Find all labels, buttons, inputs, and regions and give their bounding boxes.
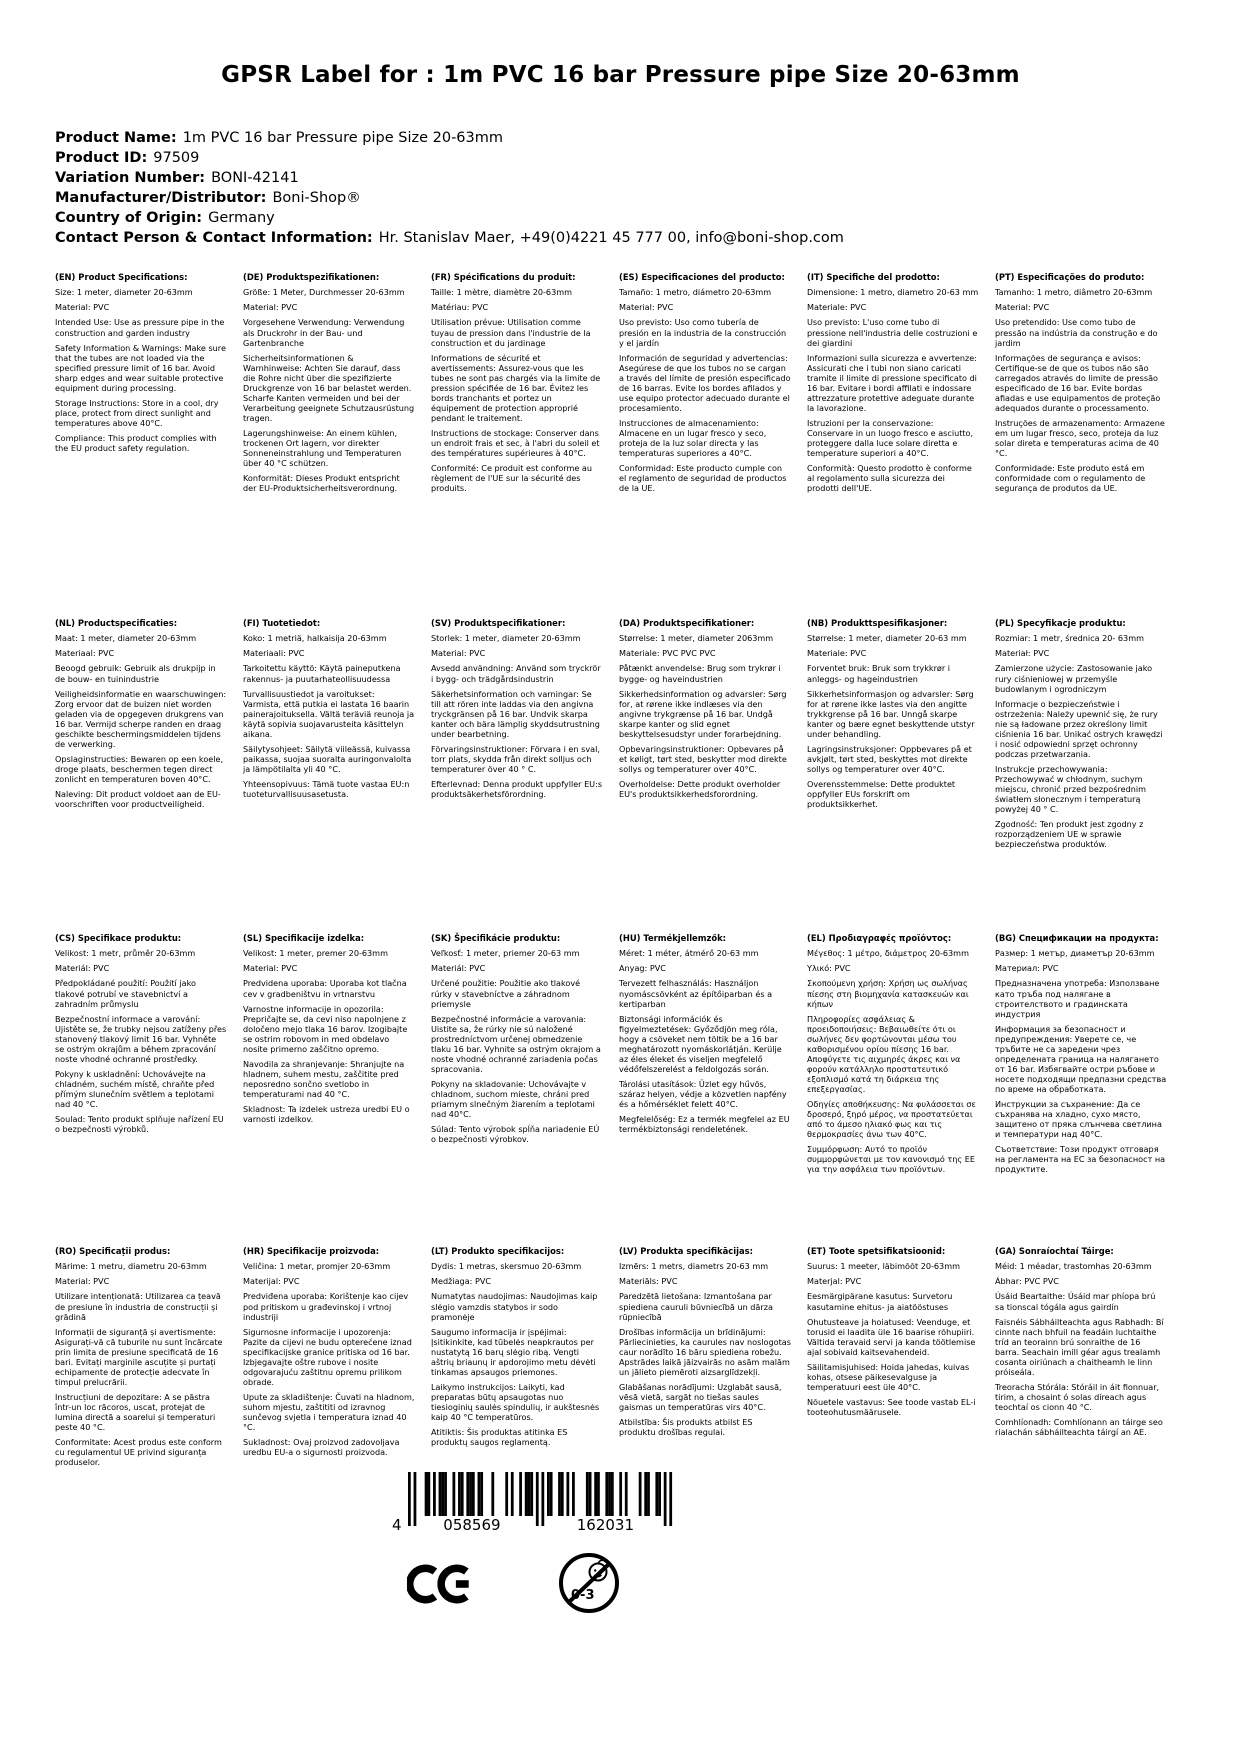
product-info-value: 97509 xyxy=(153,150,200,166)
spec-paragraph: Instrucțiuni de depozitare: A se păstra într-un loc răcoros, uscat, protejat de lumina directă a soarelui și temperaturi peste 40 °C. xyxy=(55,1391,216,1432)
spec-paragraph: Instrucciones de almacenamiento: Almacene en un lugar fresco y seco, proteja de la luz solar directa y las temperaturas superiores a 40°C. xyxy=(619,417,767,458)
spec-paragraph: Instructions de stockage: Conserver dans un endroit frais et sec, à l'abri du soleil et des températures supérieures à 40°C. xyxy=(431,427,600,458)
barcode-digit-first: 4 xyxy=(392,1516,402,1534)
spec-block-sk xyxy=(431,933,603,1246)
spec-paragraph: Lagerungshinweise: An einem kühlen, trockenen Ort lagern, vor direkter Sonneneinstrahlung und Temperaturen über 40 °C schützen. xyxy=(243,427,402,468)
spec-heading: (RO) Specificații produs: xyxy=(55,1246,171,1256)
spec-paragraph: Størrelse: 1 meter, diameter 2063mm xyxy=(619,633,774,644)
spec-heading: (PL) Specyfikacje produktu: xyxy=(995,618,1126,628)
spec-paragraph: Tamaño: 1 metro, diámetro 20-63mm xyxy=(619,287,772,298)
spec-block-sv xyxy=(431,618,603,933)
spec-paragraph: Paredzētā lietošana: Izmantošana par spiediena cauruli būvniecībā un dārza rūpniecībā xyxy=(619,1291,773,1322)
spec-paragraph: Súlad: Tento výrobok spĺňa nariadenie EÚ o bezpečnosti výrobkov. xyxy=(431,1123,600,1144)
spec-paragraph: Uso pretendido: Use como tubo de pressão na indústria da construção e do jardim xyxy=(995,317,1158,348)
spec-heading: (FI) Tuotetiedot: xyxy=(243,618,321,628)
spec-paragraph: Storage Instructions: Store in a cool, dry place, protect from direct sunlight and temperatures above 40°C. xyxy=(55,397,219,428)
spec-paragraph: Πληροφορίες ασφάλειας & προειδοποιήσεις: Βεβαιωθείτε ότι οι σωλήνες δεν φορτώνονται μέσω του καθορισμένου ορίου πίεσης 16 bar. Αποφύγετε τις αιχμηρές άκρες και να φορούν κατάλληλο προστατευτικό εξοπλισμό κατά τη διάρκεια της επεξεργασίας. xyxy=(807,1013,961,1094)
spec-block-fi xyxy=(243,618,415,933)
spec-paragraph: Materiál: PVC xyxy=(431,963,486,974)
spec-paragraph: Sikkerhetsinformasjon og advarsler: Sørg for at rørene ikke lastes via den angitte trykkgrense på 16 bar. Unngå skarpe kanter og bære egnet beskyttende utstyr under behandling. xyxy=(807,688,975,739)
spec-paragraph: Pokyny na skladovanie: Uchovávajte v chladnom, suchom mieste, chráni pred priamym slnečným žiarením a teplotami nad 40°C. xyxy=(431,1078,595,1119)
barcode-digits-left: 058569 xyxy=(443,1516,501,1534)
spec-paragraph: Материал: PVC xyxy=(995,963,1059,974)
spec-paragraph: Material: PVC xyxy=(431,648,486,659)
spec-paragraph: Taille: 1 mètre, diamètre 20-63mm xyxy=(431,287,572,298)
spec-block-cs xyxy=(55,933,227,1246)
spec-paragraph: Materjal: PVC xyxy=(807,1276,862,1287)
spec-paragraph: Suurus: 1 meeter, läbimõõt 20-63mm xyxy=(807,1261,960,1272)
spec-heading: (SL) Specifikacije izdelka: xyxy=(243,933,365,943)
spec-paragraph: Drošības informācija un brīdinājumi: Pārliecinieties, ka caurules nav noslogotas caur norādīto 16 bāru spiediena robežu. Apstrādes laikā jāizvairās no asām malām un jālieto piemēroti aizsarglīdzekļi. xyxy=(619,1326,791,1377)
spec-block-hr xyxy=(243,1246,415,1472)
spec-paragraph: Material: PVC xyxy=(995,302,1050,313)
spec-paragraph: Lagringsinstruksjoner: Oppbevares på et avkjølt, tørt sted, beskyttes mot direkte sollys og temperaturer over 40°C. xyxy=(807,743,972,774)
spec-paragraph: Upute za skladištenje: Čuvati na hladnom, suhom mjestu, zaštititi od izravnog sunčevog svjetla i temperatura iznad 40 °C. xyxy=(243,1391,415,1432)
spec-paragraph: Material: PVC xyxy=(55,1276,110,1287)
spec-paragraph: Maat: 1 meter, diameter 20-63mm xyxy=(55,633,197,644)
product-info-value: Boni-Shop® xyxy=(272,190,361,206)
product-info-field xyxy=(55,208,1155,228)
spec-paragraph: Varnostne informacije in opozorila: Prepričajte se, da cevi niso napolnjene z določeno mejo tlaka 16 barov. Izogibajte se ostrim robovom in med obdelavo nosite primerno zaščitno opremo. xyxy=(243,1003,408,1054)
spec-paragraph: Úsáid Beartaithe: Úsáid mar phíopa brú sa tionscal tógála agus gairdín xyxy=(995,1291,1156,1312)
spec-paragraph: Turvallisuustiedot ja varoitukset: Varmista, että putkia ei lastata 16 baarin painerajoituksella. Vältä teräviä reunoja ja käytä sopivia suojavarusteita käsittelyn aikana. xyxy=(243,688,415,739)
spec-paragraph: Инструкции за съхранение: Да се съхранява на хладно, сухо място, защитено от пряка слънчева светлина и температури над 40°C. xyxy=(995,1098,1162,1139)
spec-paragraph: Conformitate: Acest produs este conform cu regulamentul UE privind siguranța produselor. xyxy=(55,1436,222,1467)
spec-paragraph: Eesmärgipärane kasutus: Survetoru kasutamine ehitus- ja aiatööstuses xyxy=(807,1291,953,1312)
spec-paragraph: Avsedd användning: Använd som tryckrör i bygg- och trädgårdsindustrin xyxy=(431,663,601,684)
spec-paragraph: Ábhar: PVC PVC xyxy=(995,1276,1059,1287)
spec-paragraph: Saugumo informacija ir įspėjimai: Įsitikinkite, kad tūbelės neapkrautos per nustatytą 16 barų slėgio ribą. Vengti aštrių briaunų ir apdorojimo metu dėvėti tinkamas apsaugos priemones. xyxy=(431,1326,596,1377)
spec-heading: (BG) Спецификации на продукта: xyxy=(995,933,1159,943)
spec-block-en xyxy=(55,272,227,618)
barcode-bars xyxy=(388,1472,688,1547)
product-info-field xyxy=(55,228,1155,248)
spec-paragraph: Atitiktis: Šis produktas atitinka ES produktų saugos reglamentą. xyxy=(431,1426,568,1447)
spec-paragraph: Comhlíonadh: Comhlíonann an táirge seo rialachán sábháilteachta táirgí an AE. xyxy=(995,1416,1163,1437)
spec-paragraph: Conformité: Ce produit est conforme au règlement de l'UE sur la sécurité des produits. xyxy=(431,462,592,493)
spec-paragraph: Materiál: PVC xyxy=(55,963,110,974)
product-info-label: Contact Person & Contact Information: xyxy=(55,230,373,246)
spec-paragraph: Skladnost: Ta izdelek ustreza uredbi EU o varnosti izdelkov. xyxy=(243,1103,410,1124)
spec-heading: (NL) Productspecificaties: xyxy=(55,618,178,628)
spec-paragraph: Materiale: PVC PVC PVC xyxy=(619,648,716,659)
spec-heading: (IT) Specifiche del prodotto: xyxy=(807,272,940,282)
spec-paragraph: Matériau: PVC xyxy=(431,302,489,313)
spec-paragraph: Påtænkt anvendelse: Brug som trykrør i bygge- og haveindustrien xyxy=(619,663,781,684)
spec-paragraph: Instrukcje przechowywania: Przechowywać w chłodnym, suchym miejscu, chronić przed bezpośrednim światłem słonecznym i temperaturą powyżej 40 ° C. xyxy=(995,763,1146,814)
spec-paragraph: Συμμόρφωση: Αυτό το προϊόν συμμορφώνεται με τον κανονισμό της ΕΕ για την ασφάλεια των προϊόντων. xyxy=(807,1143,975,1175)
spec-block-lt xyxy=(431,1246,603,1472)
spec-paragraph: Informacje o bezpieczeństwie i ostrzeżenia: Należy upewnić się, że rury nie są ładowane przez określony limit ciśnienia 16 bar. Unikać ostrych krawędzi i nosić odpowiedni sprzęt ochronny podczas przetwarzania. xyxy=(995,698,1163,759)
spec-paragraph: Intended Use: Use as pressure pipe in the construction and garden industry xyxy=(55,317,225,338)
spec-paragraph: Overholdelse: Dette produkt overholder EU's produktsikkerhedsforordning. xyxy=(619,778,781,799)
spec-heading: (SK) Špecifikácie produktu: xyxy=(431,933,561,943)
spec-paragraph: Materijal: PVC xyxy=(243,1276,300,1287)
ce-mark-icon xyxy=(407,1554,471,1614)
spec-paragraph: Uso previsto: Uso como tubería de presión en la industria de la construcción y el jardín xyxy=(619,317,787,348)
spec-paragraph: Faisnéis Sábháilteachta agus Rabhadh: Bí cinnte nach bhfuil na feadáin luchtaithe tríd an teorainn brú sonraithe de 16 barra. Seachain imill géar agus trealamh cosanta oiriúnach a chaitheamh le linn próiseála. xyxy=(995,1316,1164,1377)
spec-paragraph: Pokyny k uskladnění: Uchovávejte na chladném, suchém místě, chraňte před přímým slunečním světlem a teplotami nad 40 °C. xyxy=(55,1068,215,1109)
spec-heading: (ET) Toote spetsifikatsioonid: xyxy=(807,1246,946,1256)
spec-paragraph: Méret: 1 méter, átmérő 20-63 mm xyxy=(619,948,759,959)
spec-paragraph: Größe: 1 Meter, Durchmesser 20-63mm xyxy=(243,287,405,298)
ean13-barcode xyxy=(388,1472,688,1547)
spec-block-it xyxy=(807,272,979,618)
spec-paragraph: Tervezett felhasználás: Használjon nyomáscsövként az építőiparban és a kertiparban xyxy=(619,978,773,1009)
spec-paragraph: Bezpečnostné informácie a varovania: Uistite sa, že rúrky nie sú naložené prostredníctvom určenej obmedzenie tlaku 16 bar. Vyhnite sa ostrým okrajom a noste vhodné ochranné zariadenia počas spracovania. xyxy=(431,1013,601,1074)
spec-paragraph: Material: PVC xyxy=(619,302,674,313)
spec-paragraph: Størrelse: 1 meter, diameter 20-63 mm xyxy=(807,633,967,644)
spec-block-ro xyxy=(55,1246,227,1472)
spec-block-sl xyxy=(243,933,415,1246)
spec-paragraph: Safety Information & Warnings: Make sure that the tubes are not loaded via the specified pressure limit of 16 bar. Avoid sharp edges and wear suitable protective equipment during processing. xyxy=(55,342,226,393)
spec-block-da xyxy=(619,618,791,933)
product-info-field xyxy=(55,188,1155,208)
spec-paragraph: Predvidena uporaba: Uporaba kot tlačna cev v gradbeništvu in vrtnarstvu xyxy=(243,978,407,999)
spec-paragraph: Dimensione: 1 metro, diametro 20-63 mm xyxy=(807,287,979,298)
spec-heading: (GA) Sonraíochtaí Táirge: xyxy=(995,1246,1114,1256)
product-info-value: Germany xyxy=(208,210,275,226)
svg-text:0-3: 0-3 xyxy=(571,1588,595,1603)
product-info-field xyxy=(55,128,1155,148)
spec-heading: (ES) Especificaciones del producto: xyxy=(619,272,785,282)
product-info-label: Manufacturer/Distributor: xyxy=(55,190,267,206)
product-info-label: Product ID: xyxy=(55,150,148,166)
spec-paragraph: Nõuetele vastavus: See toode vastab EL-i tooteohutusmäärusele. xyxy=(807,1396,976,1417)
spec-paragraph: Anyag: PVC xyxy=(619,963,666,974)
spec-paragraph: Materiaali: PVC xyxy=(243,648,305,659)
spec-block-nb xyxy=(807,618,979,933)
spec-paragraph: Utilizare intenționată: Utilizarea ca țeavă de presiune în industria de construcții și grădină xyxy=(55,1291,221,1322)
spec-paragraph: Soulad: Tento produkt splňuje nařízení EU o bezpečnosti výrobků. xyxy=(55,1113,224,1134)
spec-paragraph: Informações de segurança e avisos: Certifique-se de que os tubos não são carregados através do limite de pressão especificado de 16 bar. Evite bordas afiadas e use equipamentos de proteção adequados durante o processamento. xyxy=(995,352,1161,413)
spec-heading: (DA) Produktspecifikationer: xyxy=(619,618,755,628)
product-info-label: Country of Origin: xyxy=(55,210,203,226)
spec-paragraph: Storlek: 1 meter, diameter 20-63mm xyxy=(431,633,581,644)
spec-paragraph: Sukladnost: Ovaj proizvod zadovoljava uredbu EU-a o sigurnosti proizvoda. xyxy=(243,1436,400,1457)
spec-block-et xyxy=(807,1246,979,1472)
spec-paragraph: Σκοπούμενη χρήση: Χρήση ως σωλήνας πίεσης στη βιομηχανία κατασκευών και κήπων xyxy=(807,978,969,1009)
spec-paragraph: Materiale: PVC xyxy=(807,302,867,313)
spec-paragraph: Materiāls: PVC xyxy=(619,1276,678,1287)
spec-paragraph: Treoracha Stórála: Stóráil in áit fionnuar, tirim, a chosaint ó solas díreach agus teochtaí os cionn 40 °C. xyxy=(995,1381,1160,1412)
spec-paragraph: Säkerhetsinformation och varningar: Se till att rören inte laddas via den angivna tryckgränsen på 16 bar. Undvik skarpa kanter och bära lämplig skyddsutrustning under bearbetning. xyxy=(431,688,600,739)
product-info-field xyxy=(55,148,1155,168)
spec-paragraph: Conformidad: Este producto cumple con el reglamento de seguridad de productos de la UE. xyxy=(619,462,787,493)
product-info-label: Product Name: xyxy=(55,130,177,146)
page-title: GPSR Label for : 1m PVC 16 bar Pressure pipe Size 20-63mm xyxy=(221,62,1020,88)
age-warning-icon xyxy=(556,1548,622,1618)
spec-paragraph: Υλικό: PVC xyxy=(807,963,851,974)
spec-paragraph: Istruzioni per la conservazione: Conservare in un luogo fresco e asciutto, proteggere dalla luce solare diretta e temperature superiori a 40°C. xyxy=(807,417,974,458)
spec-block-pt xyxy=(995,272,1167,618)
spec-block-nl xyxy=(55,618,227,933)
spec-paragraph: Určené použitie: Použitie ako tlakové rúrky v stavebníctve a záhradnom priemysle xyxy=(431,978,581,1009)
spec-block-lv xyxy=(619,1246,791,1472)
spec-paragraph: Informații de siguranță și avertismente: Asigurați-vă că tuburile nu sunt încărcate prin limita de presiune specificată de 16 bari. Evitați marginile ascuțite și purtați echipamente de protecție adecvate în timpul prelucrării. xyxy=(55,1326,223,1387)
spec-paragraph: Conformidade: Este produto está em conformidade com o regulamento de segurança de produtos da UE. xyxy=(995,462,1146,493)
spec-paragraph: Opbevaringsinstruktioner: Opbevares på et køligt, tørt sted, beskytter mod direkte sollys og temperaturer over 40°C. xyxy=(619,743,787,774)
spec-paragraph: Overensstemmelse: Dette produktet oppfyller EUs forskrift om produktsikkerhet. xyxy=(807,778,956,809)
spec-paragraph: Μέγεθος: 1 μέτρο, διάμετρος 20-63mm xyxy=(807,948,969,959)
spec-block-pl xyxy=(995,618,1167,933)
spec-heading: (LT) Produkto specifikacijos: xyxy=(431,1246,565,1256)
product-info-label: Variation Number: xyxy=(55,170,206,186)
spec-paragraph: Säilitamisjuhised: Hoida jahedas, kuivas kohas, otsese päikesevalguse ja temperatuuri eest üle 40°C. xyxy=(807,1361,970,1392)
spec-paragraph: Informations de sécurité et avertissements: Assurez-vous que les tubes ne sont pas chargés via la limite de pression spécifiée de 16 bar. Évitez les bords tranchants et portez un équipement de protection approprié pendant le traitement. xyxy=(431,352,601,423)
spec-paragraph: Mărime: 1 metru, diametru 20-63mm xyxy=(55,1261,207,1272)
spec-paragraph: Predviđena uporaba: Korištenje kao cijev pod pritiskom u građevinskoj i vrtnoj industriji xyxy=(243,1291,409,1322)
spec-block-de xyxy=(243,272,415,618)
spec-paragraph: Megfelelőség: Ez a termék megfelel az EU termékbiztonsági rendeletének. xyxy=(619,1113,790,1134)
spec-paragraph: Sicherheitsinformationen & Warnhinweise: Achten Sie darauf, dass die Rohre nicht über die spezifizierte Druckgrenze von 16 bar belastet werden. Scharfe Kanten vermeiden und bei der Verarbeitung geeignete Schutzausrüstung tragen. xyxy=(243,352,415,423)
spec-paragraph: Uso previsto: L'uso come tubo di pressione nell'industria delle costruzioni e dei giardini xyxy=(807,317,978,348)
spec-heading: (SV) Produktspecifikationer: xyxy=(431,618,566,628)
spec-paragraph: Sigurnosne informacije i upozorenja: Pazite da cijevi ne budu opterećene iznad specifikacijske granice pritiska od 16 bar. Izbjegavajte oštre rubove i nosite odgovarajuću zaštitnu opremu prilikom obrade. xyxy=(243,1326,412,1387)
spec-paragraph: Säilytysohjeet: Säilytä viileässä, kuivassa paikassa, suojaa suoralta auringonvalolta ja lämpötilalta yli 40 °C. xyxy=(243,743,412,774)
spec-heading: (HR) Specifikacije proizvoda: xyxy=(243,1246,380,1256)
spec-paragraph: Dydis: 1 metras, skersmuo 20-63mm xyxy=(431,1261,582,1272)
spec-block-hu xyxy=(619,933,791,1246)
spec-heading: (CS) Specifikace produktu: xyxy=(55,933,182,943)
spec-paragraph: Méid: 1 méadar, trastomhas 20-63mm xyxy=(995,1261,1152,1272)
spec-heading: (EL) Προδιαγραφές προϊόντος: xyxy=(807,933,952,943)
spec-paragraph: Yhteensopivuus: Tämä tuote vastaa EU:n tuoteturvallisuusasetusta. xyxy=(243,778,410,799)
spec-paragraph: Zamierzone użycie: Zastosowanie jako rury ciśnieniowej w przemyśle budowlanym i ogrodniczym xyxy=(995,663,1153,694)
spec-paragraph: Tarkoitettu käyttö: Käytä paineputkena rakennus- ja puutarhateollisuudessa xyxy=(243,663,401,684)
spec-paragraph: Veľkosť: 1 meter, priemer 20-63 mm xyxy=(431,948,580,959)
spec-paragraph: Atbilstība: Šis produkts atbilst ES produktu drošības regulai. xyxy=(619,1416,753,1437)
barcode-digits-right: 162031 xyxy=(576,1516,635,1534)
spec-paragraph: Zgodność: Ten produkt jest zgodny z rozporządzeniem UE w sprawie bezpieczeństwa produktów. xyxy=(995,818,1144,849)
product-info-value: 1m PVC 16 bar Pressure pipe Size 20-63mm xyxy=(182,130,504,146)
spec-paragraph: Utilisation prévue: Utilisation comme tuyau de pression dans l'industrie de la construction et du jardinage xyxy=(431,317,591,348)
product-info-value: BONI-42141 xyxy=(211,170,299,186)
spec-paragraph: Materiale: PVC xyxy=(807,648,867,659)
spec-paragraph: Vorgesehene Verwendung: Verwendung als Druckrohr in der Bau- und Gartenbranche xyxy=(243,317,405,348)
spec-paragraph: Compliance: This product complies with the EU product safety regulation. xyxy=(55,432,217,453)
spec-paragraph: Rozmiar: 1 metr, średnica 20- 63mm xyxy=(995,633,1144,644)
spec-heading: (HU) Termékjellemzők: xyxy=(619,933,727,943)
spec-heading: (PT) Especificações do produto: xyxy=(995,272,1145,282)
spec-paragraph: Koko: 1 metriä, halkaisija 20-63mm xyxy=(243,633,387,644)
spec-paragraph: Размер: 1 метър, диаметър 20-63mm xyxy=(995,948,1155,959)
spec-paragraph: Navodila za shranjevanje: Shranjujte na hladnem, suhem mestu, zaščitite pred neposredno sončno svetlobo in temperaturami nad 40 °C. xyxy=(243,1058,405,1099)
spec-paragraph: Veiligheidsinformatie en waarschuwingen: Zorg ervoor dat de buizen niet worden geladen via de opgegeven drukgrens van 16 bar. Vermijd scherpe randen en draag geschikte beschermingsmiddelen tijdens de verwerking. xyxy=(55,688,227,749)
spec-heading: (NB) Produkttspesifikasjoner: xyxy=(807,618,948,628)
spec-paragraph: Numatytas naudojimas: Naudojimas kaip slėgio vamzdis statybos ir sodo pramonėje xyxy=(431,1291,598,1322)
spec-paragraph: Forventet bruk: Bruk som trykkrør i anleggs- og hageindustrien xyxy=(807,663,951,684)
spec-heading: (DE) Produktspezifikationen: xyxy=(243,272,380,282)
spec-paragraph: Biztonsági információk és figyelmeztetések: Győződjön meg róla, hogy a csöveket nem töltik be a 16 bar meghatározott nyomáskorlátján. Kerülje az éles éleket és viseljen megfelelő védőfelszerelést a feldolgozás során. xyxy=(619,1013,782,1074)
spec-paragraph: Bezpečnostní informace a varování: Ujistěte se, že trubky nejsou zatíženy přes stanovený tlakový limit 16 bar. Vyhněte se ostrým okrajům a během zpracování noste vhodné ochranné prostředky. xyxy=(55,1013,227,1064)
spec-paragraph: Konformität: Dieses Produkt entspricht der EU-Produktsicherheitsverordnung. xyxy=(243,472,400,493)
spec-paragraph: Instruções de armazenamento: Armazene em um lugar fresco, seco, proteja da luz solar direta e temperaturas acima de 40 °C. xyxy=(995,417,1165,458)
spec-paragraph: Förvaringsinstruktioner: Förvara i en sval, torr plats, skydda från direkt solljus och temperaturer över 40 ° C. xyxy=(431,743,600,774)
spec-block-bg xyxy=(995,933,1167,1246)
spec-paragraph: Información de seguridad y advertencias: Asegúrese de que los tubos no se cargan a través del límite de presión especificado de 16 barras. Evite los bordes afilados y use equipo protector adecuado durante el procesamiento. xyxy=(619,352,791,413)
spec-paragraph: Tamanho: 1 metro, diâmetro 20-63mm xyxy=(995,287,1153,298)
spec-paragraph: Materiaal: PVC xyxy=(55,648,115,659)
spec-paragraph: Material: PVC xyxy=(55,302,110,313)
spec-paragraph: Sikkerhedsinformation og advarsler: Sørg for, at rørene ikke indlæses via den angivne trykgrænse på 16 bar. Undgå skarpe kanter og slid egnet beskyttelsesudstyr under forarbejdning. xyxy=(619,688,787,739)
spec-paragraph: Предназначена употреба: Използване като тръба под налягане в строителството и градинската индустрия xyxy=(995,978,1160,1019)
spec-paragraph: Glabāšanas norādījumi: Uzglabāt sausā, vēsā vietā, sargāt no tiešas saules gaismas un temperatūras virs 40°C. xyxy=(619,1381,782,1412)
spec-paragraph: Size: 1 meter, diameter 20-63mm xyxy=(55,287,193,298)
spec-heading: (FR) Spécifications du produit: xyxy=(431,272,576,282)
spec-heading: (EN) Product Specifications: xyxy=(55,272,188,282)
spec-paragraph: Efterlevnad: Denna produkt uppfyller EU:s produktsäkerhetsförordning. xyxy=(431,778,603,799)
spec-paragraph: Conformità: Questo prodotto è conforme al regolamento sulla sicurezza dei prodotti dell'UE. xyxy=(807,462,972,493)
spec-paragraph: Informazioni sulla sicurezza e avvertenze: Assicurati che i tubi non siano caricati tramite il limite di pressione specificato di 16 bar. Evitare i bordi affilati e indossare attrezzature protettive adeguate durante la lavorazione. xyxy=(807,352,977,413)
spec-paragraph: Информация за безопасност и предупреждения: Уверете се, че тръбите не са заредени чрез определената граница на налягането от 16 bar. Избягвайте остри ръбове и носете подходящи предпазни средства по време на обработката. xyxy=(995,1023,1167,1094)
spec-paragraph: Materiał: PVC xyxy=(995,648,1050,659)
product-info-value: Hr. Stanislav Maer, +49(0)4221 45 777 00, info@boni-shop.com xyxy=(378,230,844,246)
spec-paragraph: Veličina: 1 metar, promjer 20-63mm xyxy=(243,1261,391,1272)
spec-grid xyxy=(55,272,1167,1472)
spec-paragraph: Předpokládané použití: Použití jako tlakové potrubí ve stavebnictví a zahradním průmyslu xyxy=(55,978,196,1009)
spec-paragraph: Medžiaga: PVC xyxy=(431,1276,492,1287)
spec-block-ga xyxy=(995,1246,1167,1472)
spec-paragraph: Beoogd gebruik: Gebruik als drukpijp in de bouw- en tuinindustrie xyxy=(55,663,216,684)
spec-paragraph: Material: PVC xyxy=(243,963,298,974)
spec-paragraph: Naleving: Dit product voldoet aan de EU-voorschriften voor productveiligheid. xyxy=(55,788,221,809)
spec-paragraph: Οδηγίες αποθήκευσης: Να φυλάσσεται σε δροσερό, ξηρό μέρος, να προστατεύεται από το άμεσο ηλιακό φως και τις θερμοκρασίες άνω των 40°C. xyxy=(807,1098,976,1139)
spec-paragraph: Съответствие: Този продукт отговаря на регламента на ЕС за безопасност на продуктите. xyxy=(995,1143,1166,1175)
spec-block-es xyxy=(619,272,791,618)
spec-paragraph: Opslaginstructies: Bewaren op een koele, droge plaats, beschermen tegen direct zonlicht en temperaturen boven 40°C. xyxy=(55,753,224,784)
spec-block-fr xyxy=(431,272,603,618)
spec-paragraph: Laikymo instrukcijos: Laikyti, kad preparatas būtų apsaugotas nuo tiesioginių saulės spindulių, ir aukštesnės kaip 40 °C temperatūros. xyxy=(431,1381,600,1422)
spec-paragraph: Velikost: 1 metr, průměr 20-63mm xyxy=(55,948,196,959)
spec-paragraph: Velikost: 1 meter, premer 20-63mm xyxy=(243,948,388,959)
spec-paragraph: Tárolási utasítások: Üzlet egy hűvös, száraz helyen, védje a közvetlen napfény és a hőmérséklet felett 40°C. xyxy=(619,1078,787,1109)
spec-heading: (LV) Produkta specifikācijas: xyxy=(619,1246,753,1256)
spec-block-el xyxy=(807,933,979,1246)
spec-paragraph: Material: PVC xyxy=(243,302,298,313)
product-info xyxy=(55,128,1155,248)
spec-paragraph: Izmērs: 1 metrs, diametrs 20-63 mm xyxy=(619,1261,769,1272)
product-info-field xyxy=(55,168,1155,188)
spec-paragraph: Ohutusteave ja hoiatused: Veenduge, et torusid ei laadita üle 16 baarise rõhupiiri. Vältida teravaid servi ja kanda töötlemise ajal sobivaid kaitsevahendeid. xyxy=(807,1316,976,1357)
